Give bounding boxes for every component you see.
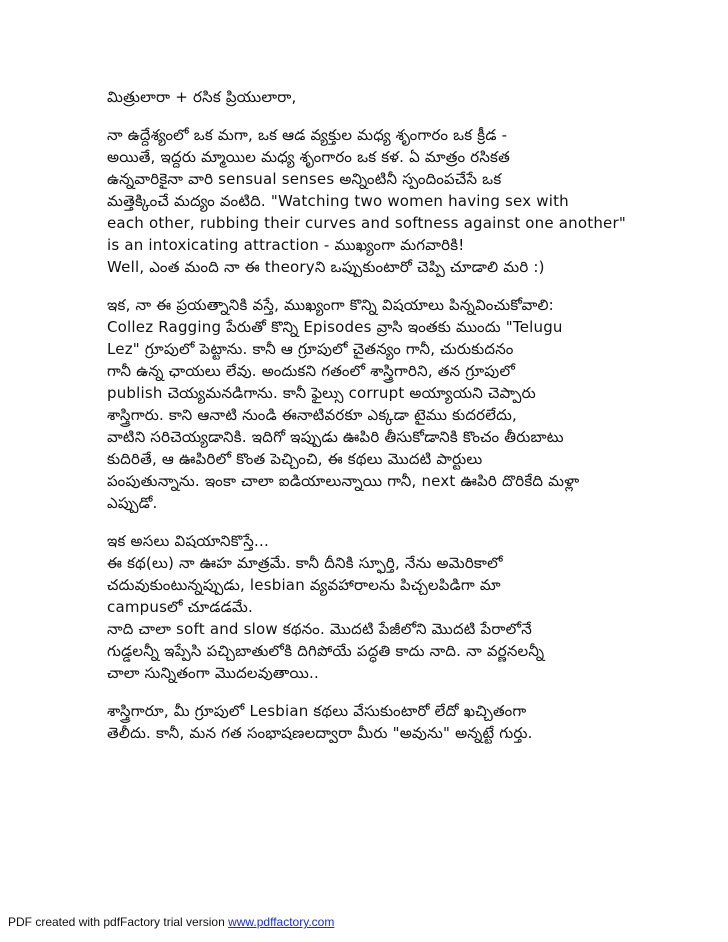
text-line: కుదిరితే, ఆ ఊపిరిలో కొంత పెచ్చించి, ఈ కథలు మొదటి పార్టులు: [107, 450, 483, 468]
text-line: చాలా సున్నితంగా మొదలవుతాయి..: [107, 664, 319, 682]
text-line: నా ఉద్దేశ్యంలో ఒక మగా, ఒక ఆడ వ్యక్తుల మధ్య శృంగారం ఒక క్రీడ -: [107, 126, 508, 144]
text-line: శాస్త్రిగారు. కాని ఆనాటి నుండి ఈనాటివరకూ ఎక్కడా టైము కుదరలేదు,: [107, 406, 518, 424]
text-line: Well, ఎంత మంది నా ఈ theoryని ఒప్పుకుంటారో చెప్పి చూడాలి మరి :): [107, 258, 545, 276]
text-line: గానీ ఉన్న ఛాయలు లేవు. అందుకని గతంలో శాస్త్రిగారిని, తన గ్రూపులో: [107, 362, 516, 380]
text-line: పంపుతున్నాను. ఇంకా చాలా ఐడియాలున్నాయి గానీ, next ఊపిరి దొరికేది మళ్లా: [107, 472, 580, 490]
paragraph-4: [107, 700, 647, 744]
text-line: నాది చాలా soft and slow కథనం. మొదటి పేజీలోని మొదటి పేరాలోనే: [107, 620, 532, 638]
text-line: Collez Ragging పేరుతో కొన్ని Episodes వ్రాసి ఇంతకు ముందు "Telugu: [107, 318, 563, 336]
text-line: చదువుకుంటున్నప్పుడు, lesbian వ్యవహారాలను పిచ్చలపిడిగా మా: [107, 576, 501, 594]
text-line: ఇక, నా ఈ ప్రయత్నానికి వస్తే, ముఖ్యంగా కొన్ని విషయాలు పిన్నవించుకోవాలి:: [107, 296, 554, 314]
text-line: శాస్త్రిగారూ, మీ గ్రూపులో Lesbian కథలు వేసుకుంటారో లేదో ఖచ్చితంగా: [107, 702, 527, 720]
text-line: Lez" గ్రూపులో పెట్టాను. కానీ ఆ గ్రూపులో చైతన్యం గానీ, చురుకుదనం: [107, 340, 514, 358]
paragraph-1: [107, 124, 647, 278]
pdf-footer: [8, 915, 334, 929]
paragraph-3: [107, 530, 647, 684]
text-line: తెలీదు. కానీ, మన గత సంభాషణలద్వారా మీరు "అవును" అన్నట్టే గుర్తు.: [107, 724, 533, 742]
text-line: ఈ కథ(లు) నా ఊహ మాత్రమే. కానీ దీనికి స్ఫూర్తి, నేను అమెరికాలో: [107, 554, 503, 572]
footer-text: PDF created with pdfFactory trial version: [8, 915, 229, 929]
paragraph-2: [107, 294, 647, 514]
text-line: గుడ్డలన్నీ ఇప్పేసి పచ్చిబాతులోకి దిగిపోయే పద్ధతి కాదు నాది. నా వర్ణనలన్నీ: [107, 642, 545, 660]
text-line: is an intoxicating attraction - ముఖ్యంగా మగవారికి!: [107, 236, 465, 254]
document-body: [107, 86, 647, 760]
text-line: అయితే, ఇద్దరు మ్మాయిల మధ్య శృంగారం ఒక కళ. ఏ మాత్రం రసికత: [107, 148, 510, 166]
text-line: each other, rubbing their curves and softness against one another": [107, 214, 626, 232]
text-line: campusలో చూడడమే.: [107, 598, 253, 616]
text-line: publish చెయ్యమనడిగాను. కానీ ఫైల్సు corrupt అయ్యాయని చెప్పారు: [107, 384, 536, 402]
greeting-line: మిత్రులారా + రసిక ప్రియులారా,: [107, 88, 297, 106]
footer-link[interactable]: www.pdffactory.com: [228, 915, 335, 929]
text-line: ఉన్నవారికైనా వారి sensual senses అన్నింటినీ స్పందింపచేసే ఒక: [107, 170, 502, 188]
text-line: వాటిని సరిచెయ్యడానికి. ఇదిగో ఇప్పుడు ఊపిరి తీసుకోడానికి కొంచం తీరుబాటు: [107, 428, 564, 446]
text-line: మత్తెక్కించే మద్యం వంటిది. "Watching two women having sex with: [107, 192, 569, 210]
text-line: ఎప్పుడో.: [107, 494, 158, 512]
text-line: ఇక అసలు విషయానికొస్తే...: [107, 532, 269, 550]
